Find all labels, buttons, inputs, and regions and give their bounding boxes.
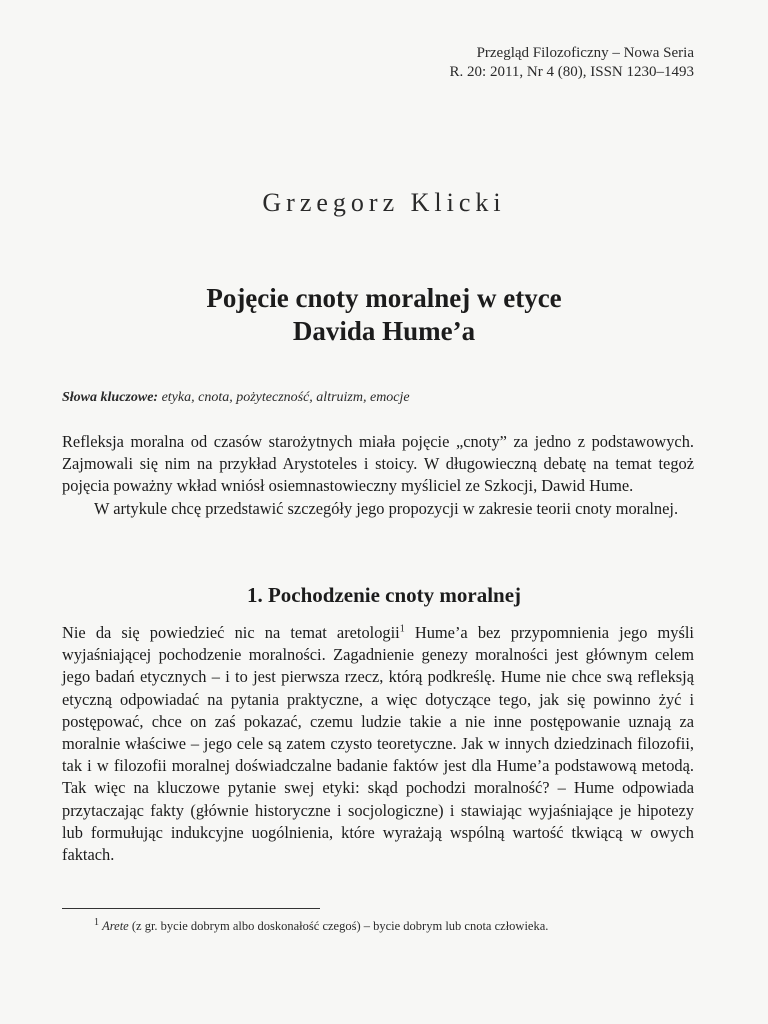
footnote <box>62 917 694 936</box>
abstract-paragraph-2: W artykule chcę przedstawić szczegóły jego propozycji w zakresie teorii cnoty moralnej. <box>94 498 679 518</box>
footnote-term: Arete <box>102 919 129 933</box>
keywords <box>62 390 410 406</box>
journal-issue: R. 20: 2011, Nr 4 (80), ISSN 1230–1493 <box>449 64 694 80</box>
body-paragraph <box>62 622 694 866</box>
footnote-divider <box>62 908 320 909</box>
author-name: Grzegorz Klicki <box>262 188 506 217</box>
abstract <box>62 431 694 520</box>
abstract-paragraph-1: Refleksja moralna od czasów starożytnych miała pojęcie „cnoty” za jedno z podstawowych. Zajmowali się nim na przykład Arystoteles i stoicy. W długowieczną debatę na temat tegoż pojęcia poważny wkład wniósł osiemnastowieczny myśliciel ze Szkocji, Dawid Hume. <box>62 432 694 496</box>
footnote-reference[interactable]: 1 <box>399 623 405 635</box>
keywords-label: Słowa kluczowe: <box>62 390 159 405</box>
section-heading: 1. Pochodzenie cnoty moralnej <box>246 583 522 607</box>
title-line-2: Davida Hume’a <box>292 316 476 346</box>
article-title <box>0 282 768 348</box>
title-line-1: Pojęcie cnoty moralnej w etyce <box>206 283 562 313</box>
footnote-number: 1 <box>94 916 99 928</box>
keywords-list: etyka, cnota, pożyteczność, altruizm, emocje <box>161 390 410 405</box>
journal-header <box>450 44 694 82</box>
body-text-rest: Hume’a bez przypomnienia jego myśli wyjaśniającej pochodzenie moralności. Zagadnienie genezy moralności jest głównym celem jego badań etycznych – i to jest pierwsza rzecz, którą podkreślę. Hume nie chce swą refleksją etyczną odpowiadać na pytania praktyczne, a więc dotyczące tego, jak się powinno żyć i postępować, chce on zaś pokazać, czemu ludzie takie a nie inne postępowanie uznają za moralnie właściwe – jego cele są zatem czysto teoretyczne. Jak w innych dziedzinach filozofii, tak i w filozofii moralnej doświadczalne badanie faktów jest dla Hume’a podstawową metodą. Tak więc na kluczowe pytanie swej etyki: skąd pochodzi moralność? – Hume odpowiada przytaczając fakty (głównie historyczne i socjologiczne) i stawiając wyjaśniające je hipotezy lub formułując indukcyjne uogólnienia, które wyrażają wspólną wartość tkwiącą w owych faktach. <box>62 623 694 865</box>
footnote-text: (z gr. bycie dobrym albo doskonałość czegoś) – bycie dobrym lub cnota człowieka. <box>128 919 549 933</box>
footnote-paragraph <box>62 917 694 936</box>
body-text <box>62 622 694 866</box>
body-text-start: Nie da się powiedzieć nic na temat aretologii <box>62 623 400 642</box>
journal-name: Przegląd Filozoficzny – Nowa Seria <box>476 45 694 61</box>
